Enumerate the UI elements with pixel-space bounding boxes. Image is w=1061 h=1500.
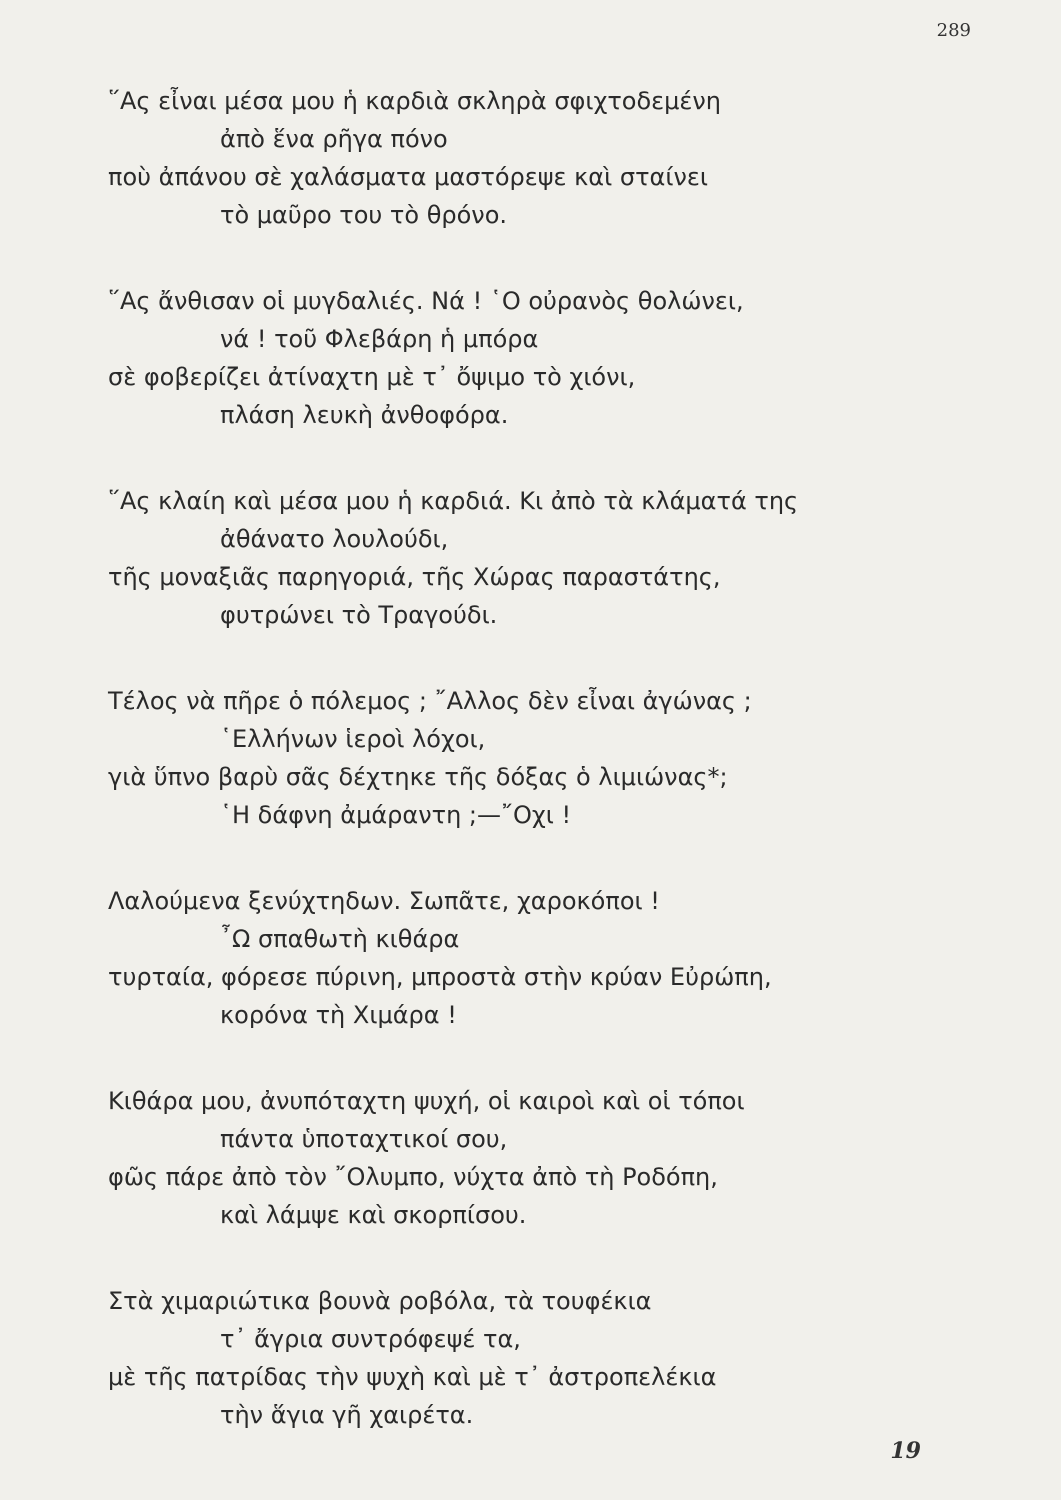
- poem-line: μὲ τῆς πατρίδας τὴν ψυχὴ καὶ μὲ τ᾿ ἀστροπελέκια: [108, 1363, 717, 1391]
- poem-line: ῞Ας κλαίη καὶ μέσα μου ἡ καρδιά. Κι ἀπὸ τὰ κλάματά της: [108, 487, 799, 515]
- poem-line: τ᾿ ἄγρια συντρόφεψέ τα,: [220, 1325, 521, 1353]
- poem-line: Κιθάρα μου, ἀνυπόταχτη ψυχή, οἱ καιροὶ καὶ οἱ τόποι: [108, 1087, 745, 1115]
- poem: [108, 82, 948, 1482]
- stanza-5: [108, 882, 948, 1034]
- poem-line: ῾Ελλήνων ἱεροὶ λόχοι,: [220, 725, 486, 753]
- page-number: 289: [936, 20, 971, 41]
- stanza-1: [108, 82, 948, 234]
- poem-line: Λαλούμενα ξενύχτηδων. Σωπᾶτε, χαροκόποι !: [108, 887, 660, 915]
- poem-line: σὲ φοβερίζει ἀτίναχτη μὲ τ᾿ ὄψιμο τὸ χιόνι,: [108, 363, 636, 391]
- poem-line: τῆς μοναξιᾶς παρηγοριά, τῆς Χώρας παραστάτης,: [108, 563, 721, 591]
- poem-line: ῏Ω σπαθωτὴ κιθάρα: [220, 925, 460, 953]
- stanza-6: [108, 1082, 948, 1234]
- poem-line: φῶς πάρε ἀπὸ τὸν ῎Ολυμπο, νύχτα ἀπὸ τὴ Ροδόπη,: [108, 1163, 718, 1191]
- poem-line: ἀθάνατο λουλούδι,: [220, 525, 449, 553]
- poem-line: ἀπὸ ἕνα ρῆγα πόνο: [220, 125, 448, 153]
- poem-line: γιὰ ὕπνο βαρὺ σᾶς δέχτηκε τῆς δόξας ὁ λιμιώνας*;: [108, 763, 728, 791]
- poem-line: ῞Ας ἄνθισαν οἱ μυγδαλιές. Νά ! ῾Ο οὐρανὸς θολώνει,: [108, 287, 744, 315]
- stanza-3: [108, 482, 948, 634]
- poem-line: ῞Ας εἶναι μέσα μου ἡ καρδιὰ σκληρὰ σφιχτοδεμένη: [108, 87, 721, 115]
- stanza-2: [108, 282, 948, 434]
- poem-line: πάντα ὑποταχτικοί σου,: [220, 1125, 508, 1153]
- poem-line: Τέλος νὰ πῆρε ὁ πόλεμος ; ῎Αλλος δὲν εἶναι ἀγώνας ;: [108, 687, 752, 715]
- poem-line: ῾Η δάφνη ἀμάραντη ;—῎Οχι !: [220, 801, 572, 829]
- poem-line: τὸ μαῦρο του τὸ θρόνο.: [220, 201, 508, 229]
- stanza-4: [108, 682, 948, 834]
- poem-line: τὴν ἅγια γῆ χαιρέτα.: [220, 1401, 474, 1429]
- poem-line: καὶ λάμψε καὶ σκορπίσου.: [220, 1201, 527, 1229]
- stanza-7: [108, 1282, 948, 1434]
- poem-line: Στὰ χιμαριώτικα βουνὰ ροβόλα, τὰ τουφέκια: [108, 1287, 652, 1315]
- poem-line: πλάση λευκὴ ἀνθοφόρα.: [220, 401, 509, 429]
- poem-line: τυρταία, φόρεσε πύρινη, μπροστὰ στὴν κρύαν Εὐρώπη,: [108, 963, 772, 991]
- poem-line: φυτρώνει τὸ Τραγούδι.: [220, 601, 498, 629]
- poem-line: κορόνα τὴ Χιμάρα !: [220, 1001, 457, 1029]
- poem-line: ποὺ ἀπάνου σὲ χαλάσματα μαστόρεψε καὶ σταίνει: [108, 163, 708, 191]
- poem-line: νά ! τοῦ Φλεβάρη ἡ μπόρα: [220, 325, 539, 353]
- signature-mark: 19: [890, 1438, 921, 1464]
